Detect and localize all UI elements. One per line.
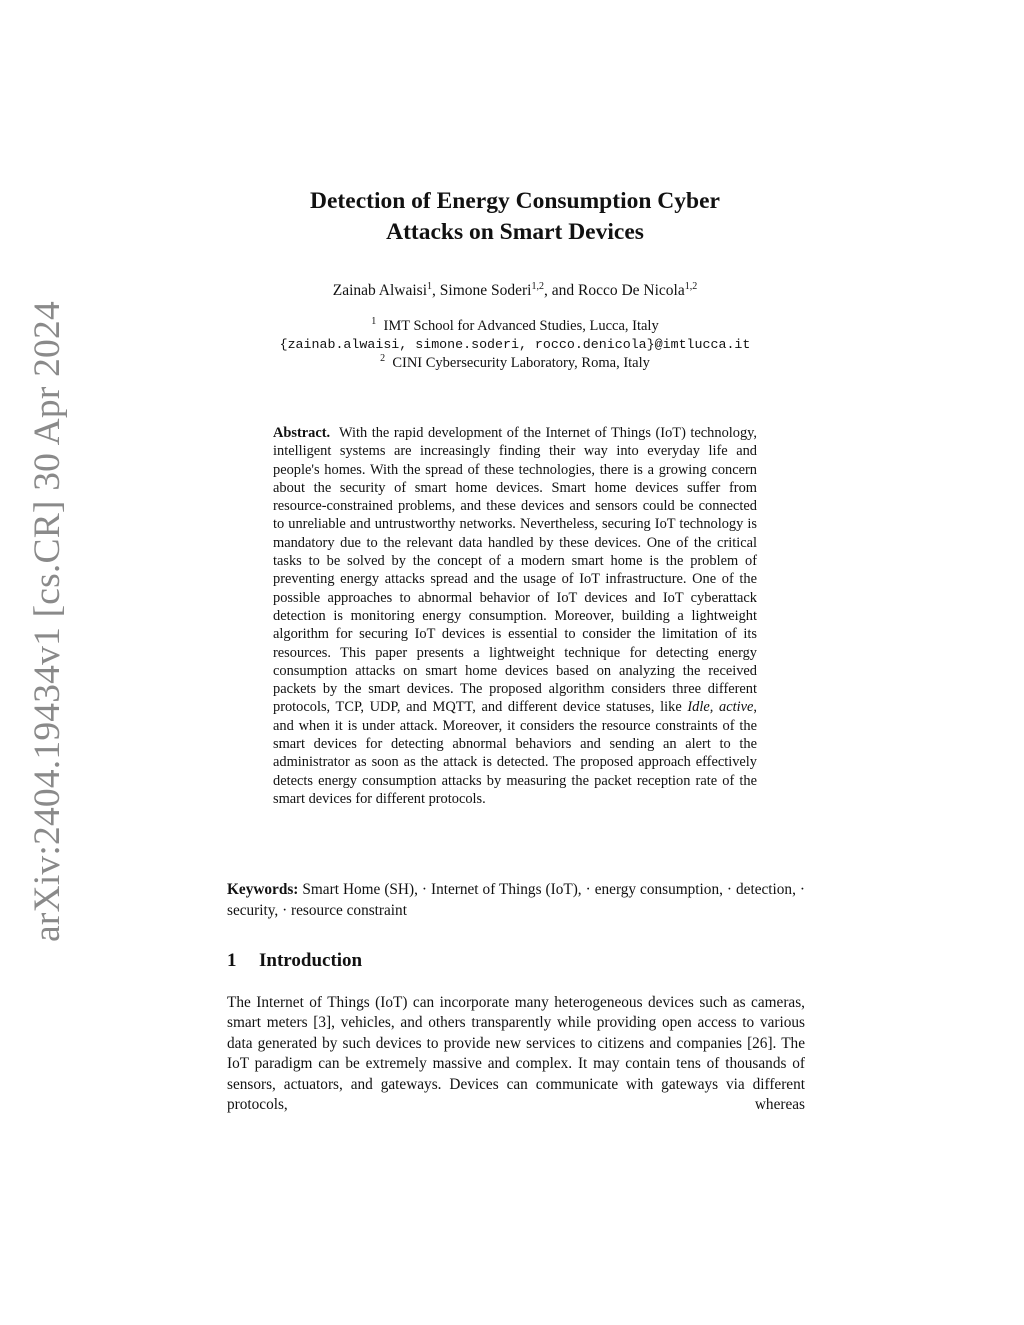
introduction-paragraph: The Internet of Things (IoT) can incorporate many heterogeneous devices such as cameras, smart meters [3], vehicles, and others transparently while providing open access to various data generated by such devices to provide new services to citizens and companies [26]. The IoT paradigm can be extremely massive and complex. It may contain tens of thousands of sensors, actuators, and gateways. Devices can communicate with gateways via different protocols, whereas [227,994,805,1114]
author-name: Rocco De Nicola [578,282,685,299]
author-affil-mark: 1,2 [684,281,698,292]
author-list [0,282,1024,300]
affiliation-mark: 1 [371,316,377,327]
affiliation-text: IMT School for Advanced Studies, Lucca, Italy [383,318,659,334]
affiliation-1 [0,318,1024,335]
title-line-2: Attacks on Smart Devices [386,219,644,245]
author-separator: , and [543,282,578,299]
author-separator: , [432,282,440,299]
affiliation-text: CINI Cybersecurity Laboratory, Roma, Italy [392,355,650,371]
abstract [273,424,757,808]
keywords-text: Smart Home (SH), · Internet of Things (IoT), · energy consumption, · detection, · security, · resource constraint [227,881,805,919]
author-name: Zainab Alwaisi [332,282,428,299]
author-name: Simone Soderi [439,282,532,299]
section-title: Introduction [259,950,363,971]
keywords [227,879,805,921]
paper-title [0,186,1024,248]
abstract-label: Abstract. [273,425,331,441]
keywords-label: Keywords: [227,881,299,898]
section-number: 1 [227,950,237,971]
author-affil-mark: 1,2 [531,281,544,292]
abstract-text-continued: , and when it is under attack. Moreover, it considers the resource constraints of the smart devices for detecting abnormal behaviors and sending an alert to the administrator as soon as the attack is detected. The proposed approach effectively detects energy consumption attacks by measuring the packet reception rate of the smart devices for different protocols. [273,699,757,807]
section-heading-introduction [227,950,362,972]
author-affil-mark: 1 [427,281,433,292]
author-emails: {zainab.alwaisi, simone.soderi, rocco.denicola}@imtlucca.it [279,337,751,352]
title-line-1: Detection of Energy Consumption Cyber [310,188,720,214]
affiliation-2 [0,355,1024,372]
abstract-text: With the rapid development of the Internet of Things (IoT) technology, intelligent systems are increasingly finding their way into everyday life and people's homes. With the spread of these technologies, there is a growing concern about the security of smart home devices. Smart home devices suffer from resource-constrained problems, and these devices and sensors could be connected to unreliable and untrustworthy networks. Nevertheless, securing IoT technology is mandatory due to the relevant data handled by these devices. One of the critical tasks to be solved by the concept of a modern smart home is the problem of preventing energy attacks spread and the usage of IoT infrastructure. One of the possible approaches to abnormal behavior of IoT devices and IoT cyberattack detection is monitoring energy consumption. Moreover, building a lightweight algorithm for securing IoT devices is essential to consider the limitation of its resources. This paper presents a lightweight technique for detecting energy consumption attacks on smart home devices based on analyzing the received packets by the smart devices. The proposed algorithm considers three different protocols, TCP, UDP, and MQTT, and different device statuses, like [273,425,758,716]
arxiv-identifier: arXiv:2404.19434v1 [cs.CR] 30 Apr 2024 [27,301,68,942]
affiliation-mark: 2 [380,353,386,364]
abstract-italic-term: Idle, active [687,699,754,716]
